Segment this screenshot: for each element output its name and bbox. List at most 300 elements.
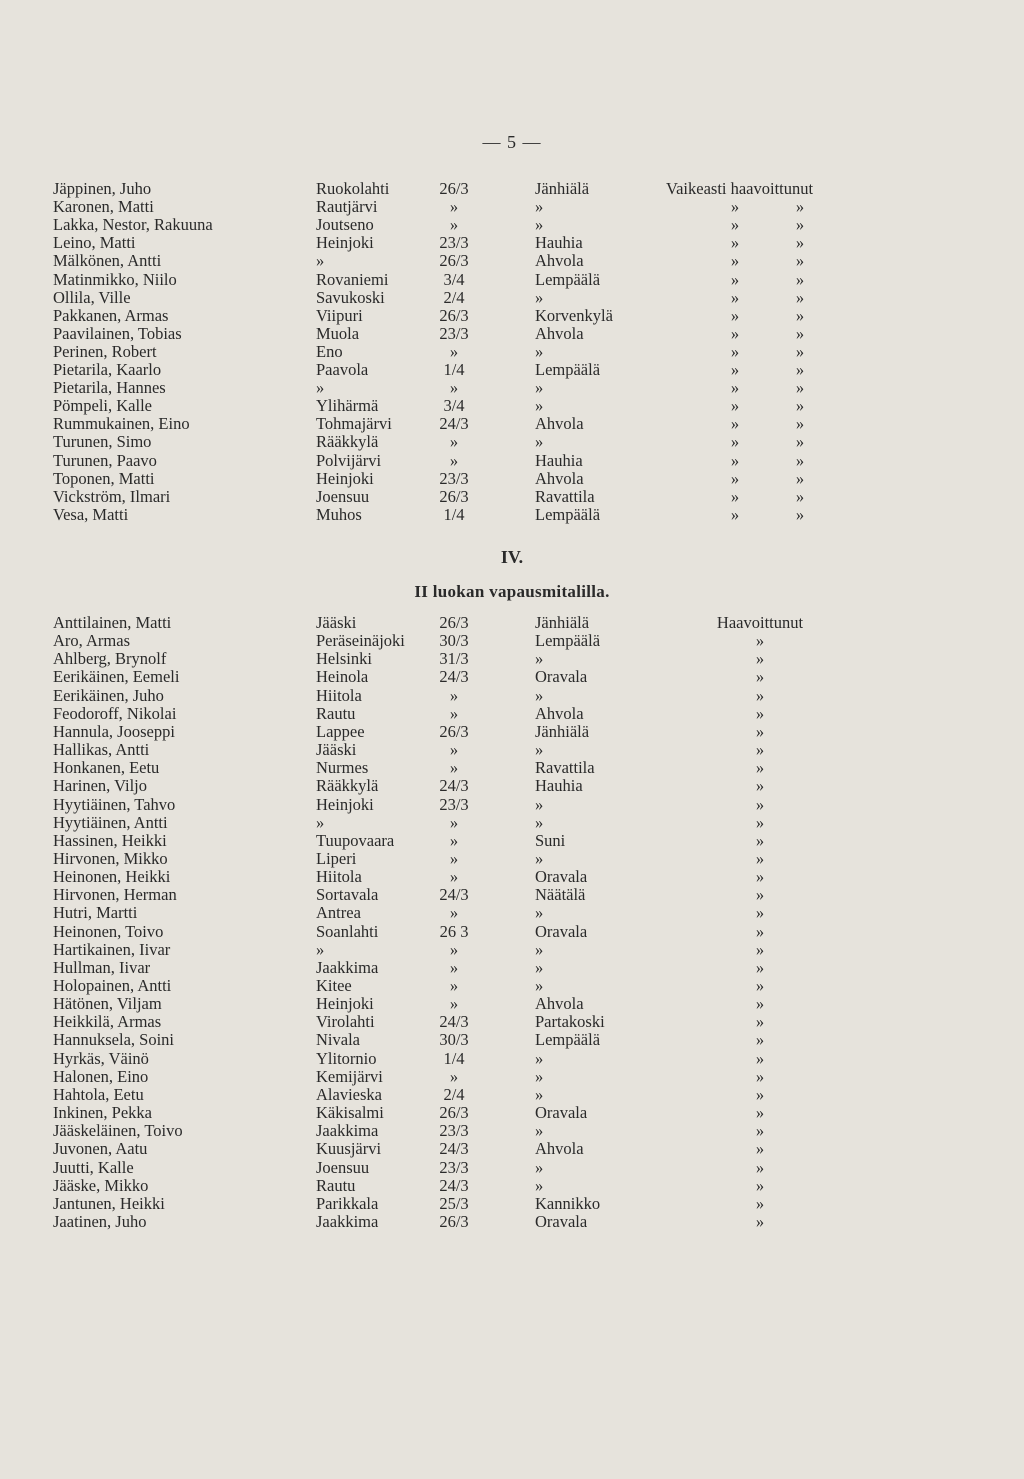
- person-name: Inkinen, Pekka: [53, 1103, 152, 1123]
- table-row: [0, 759, 1024, 777]
- person-name: Turunen, Paavo: [53, 450, 157, 470]
- status-ditto: »: [730, 432, 740, 452]
- home-place: Jaakkima: [316, 957, 379, 977]
- status-ditto: »: [730, 215, 740, 235]
- date: »: [449, 867, 459, 887]
- date: 23/3: [439, 468, 469, 488]
- date: »: [449, 1066, 459, 1086]
- person-name: Heinonen, Heikki: [53, 867, 171, 887]
- battle-location: »: [535, 903, 544, 923]
- person-name: Harinen, Viljo: [53, 776, 148, 796]
- status-ditto: »: [730, 360, 740, 379]
- home-place: Ylitornio: [316, 1048, 377, 1068]
- date: »: [449, 812, 459, 832]
- status-ditto: »: [795, 378, 805, 398]
- date: 26/3: [439, 1211, 469, 1231]
- home-place: Jaakkima: [316, 1121, 379, 1141]
- person-name: Ollila, Ville: [53, 287, 131, 307]
- home-place: Ylihärmä: [316, 396, 379, 416]
- home-place: Helsinki: [316, 649, 372, 669]
- table-row: [0, 289, 1024, 307]
- home-place: Heinjoki: [316, 994, 374, 1014]
- table-row: [0, 1122, 1024, 1140]
- table-row: [0, 198, 1024, 216]
- date: 24/3: [439, 414, 469, 434]
- table-row: [0, 868, 1024, 886]
- battle-location: Oravala: [535, 667, 588, 687]
- home-place: Liperi: [316, 848, 357, 868]
- battle-location: »: [535, 396, 544, 416]
- date: »: [449, 432, 459, 452]
- date: 30/3: [439, 1030, 469, 1050]
- status-ditto: »: [755, 1030, 765, 1050]
- table-row: [0, 361, 1024, 379]
- battle-location: »: [535, 848, 544, 868]
- table-row: [0, 904, 1024, 922]
- status-ditto: »: [755, 1157, 765, 1177]
- person-name: Vickström, Ilmari: [53, 486, 171, 506]
- table-row: [0, 886, 1024, 904]
- home-place: Tuupovaara: [316, 830, 395, 850]
- battle-location: »: [535, 1121, 544, 1141]
- page-number: — 5 —: [482, 132, 542, 152]
- date: »: [449, 685, 459, 705]
- home-place: Jääski: [316, 613, 357, 632]
- person-name: Toponen, Matti: [53, 468, 155, 488]
- status-header: Haavoittunut: [716, 613, 804, 632]
- battle-location: Ahvola: [535, 468, 584, 488]
- section-roman-numeral: IV.: [500, 547, 524, 567]
- battle-location: Ahvola: [535, 1139, 584, 1159]
- date: 1/4: [443, 1048, 465, 1068]
- battle-location: »: [535, 1175, 544, 1195]
- person-name: Perinen, Robert: [53, 341, 157, 361]
- person-name: Matinmikko, Niilo: [53, 269, 177, 289]
- date: »: [449, 197, 459, 217]
- status-ditto: »: [795, 341, 805, 361]
- date: 23/3: [439, 794, 469, 814]
- date: 23/3: [439, 323, 469, 343]
- table-row: [0, 488, 1024, 506]
- table-row: [0, 216, 1024, 234]
- date: »: [449, 740, 459, 760]
- table-row: [0, 814, 1024, 832]
- date: 26/3: [439, 251, 469, 271]
- status-ditto: »: [795, 233, 805, 253]
- status-ditto: »: [755, 776, 765, 796]
- person-name: Hallikas, Antti: [53, 740, 150, 760]
- table-row: [0, 1013, 1024, 1031]
- status-ditto: »: [755, 830, 765, 850]
- table-row: [0, 614, 1024, 632]
- status-ditto: »: [730, 486, 740, 506]
- battle-location: Oravala: [535, 1211, 588, 1231]
- home-place: Muhos: [316, 504, 362, 524]
- home-place: Rautjärvi: [316, 197, 378, 217]
- status-ditto: »: [755, 631, 765, 651]
- status-ditto: »: [755, 1193, 765, 1213]
- status-ditto: »: [755, 1103, 765, 1123]
- home-place: Parikkala: [316, 1193, 379, 1213]
- status-header: Vaikeasti haavoittunut: [666, 179, 814, 198]
- table-row: [0, 941, 1024, 959]
- status-ditto: »: [755, 921, 765, 941]
- status-ditto: »: [755, 957, 765, 977]
- table-row: [0, 415, 1024, 433]
- status-ditto: »: [730, 269, 740, 289]
- date: »: [449, 848, 459, 868]
- date: 23/3: [439, 1121, 469, 1141]
- person-name: Turunen, Simo: [53, 432, 152, 452]
- status-ditto: »: [755, 794, 765, 814]
- table-row: [0, 995, 1024, 1013]
- status-ditto: »: [755, 867, 765, 887]
- battle-location: Oravala: [535, 1103, 588, 1123]
- person-name: Ahlberg, Brynolf: [53, 649, 167, 669]
- person-name: Anttilainen, Matti: [53, 613, 172, 632]
- table-row: [0, 668, 1024, 686]
- battle-location: »: [535, 287, 544, 307]
- battle-location: Jänhiälä: [535, 179, 590, 198]
- person-name: Hahtola, Eetu: [53, 1084, 144, 1104]
- date: »: [449, 703, 459, 723]
- status-ditto: »: [795, 197, 805, 217]
- person-name: Hannuksela, Soini: [53, 1030, 174, 1050]
- person-name: Paavilainen, Tobias: [53, 323, 182, 343]
- date: 24/3: [439, 667, 469, 687]
- status-ditto: »: [755, 812, 765, 832]
- table-row: [0, 379, 1024, 397]
- status-ditto: »: [755, 848, 765, 868]
- status-ditto: »: [730, 341, 740, 361]
- status-ditto: »: [755, 685, 765, 705]
- date: 26/3: [439, 721, 469, 741]
- battle-location: »: [535, 432, 544, 452]
- date: 26/3: [439, 1103, 469, 1123]
- battle-location: »: [535, 649, 544, 669]
- battle-location: Korvenkylä: [535, 305, 613, 325]
- date: 26/3: [439, 305, 469, 325]
- table-row: [0, 343, 1024, 361]
- battle-location: Suni: [535, 830, 566, 850]
- status-ditto: »: [795, 360, 805, 379]
- battle-location: Jänhiälä: [535, 721, 590, 741]
- date: »: [449, 976, 459, 995]
- status-ditto: »: [795, 251, 805, 271]
- battle-location: »: [535, 215, 544, 235]
- home-place: Heinjoki: [316, 468, 374, 488]
- person-name: Jäppinen, Juho: [53, 179, 152, 198]
- table-row: [0, 1140, 1024, 1158]
- date: 26/3: [439, 613, 469, 632]
- date: 26/3: [439, 486, 469, 506]
- status-ditto: »: [795, 504, 805, 524]
- status-ditto: »: [755, 649, 765, 669]
- home-place: Joutseno: [316, 215, 374, 235]
- person-name: Karonen, Matti: [53, 197, 154, 217]
- status-ditto: »: [755, 703, 765, 723]
- date: »: [449, 903, 459, 923]
- status-ditto: »: [755, 1211, 765, 1231]
- home-place: Rautu: [316, 1175, 356, 1195]
- date: »: [449, 994, 459, 1014]
- person-name: Juutti, Kalle: [53, 1157, 134, 1177]
- table-row: [0, 741, 1024, 759]
- home-place: Rääkkylä: [316, 776, 379, 796]
- battle-location: »: [535, 341, 544, 361]
- table-row: [0, 959, 1024, 977]
- date: »: [449, 830, 459, 850]
- status-ditto: »: [795, 323, 805, 343]
- battle-location: Lempäälä: [535, 269, 601, 289]
- status-ditto: »: [730, 305, 740, 325]
- home-place: Rautu: [316, 703, 356, 723]
- status-ditto: »: [795, 414, 805, 434]
- battle-location: Lempäälä: [535, 360, 601, 379]
- battle-location: Ahvola: [535, 251, 584, 271]
- home-place: Peräseinäjoki: [316, 631, 405, 651]
- table-row: [0, 832, 1024, 850]
- table-row: [0, 1213, 1024, 1231]
- status-ditto: »: [730, 414, 740, 434]
- battle-location: Jänhiälä: [535, 613, 590, 632]
- home-place: Kuusjärvi: [316, 1139, 382, 1159]
- table-row: [0, 307, 1024, 325]
- battle-location: Lempäälä: [535, 1030, 601, 1050]
- status-ditto: »: [730, 251, 740, 271]
- date: 2/4: [443, 287, 465, 307]
- date: 23/3: [439, 1157, 469, 1177]
- person-name: Hätönen, Viljam: [53, 994, 162, 1014]
- person-name: Hirvonen, Mikko: [53, 848, 168, 868]
- date: 1/4: [443, 504, 465, 524]
- table-row: [0, 506, 1024, 524]
- status-ditto: »: [755, 1066, 765, 1086]
- date: 30/3: [439, 631, 469, 651]
- date: 26/3: [439, 179, 469, 198]
- home-place: Nurmes: [316, 758, 369, 778]
- table-row: [0, 325, 1024, 343]
- battle-location: Ahvola: [535, 323, 584, 343]
- battle-location: »: [535, 1048, 544, 1068]
- person-name: Pietarila, Kaarlo: [53, 360, 162, 379]
- table-row: [0, 1177, 1024, 1195]
- table-row: [0, 1050, 1024, 1068]
- date: 1/4: [443, 360, 465, 379]
- status-ditto: »: [730, 378, 740, 398]
- date: 23/3: [439, 233, 469, 253]
- person-name: Hassinen, Heikki: [53, 830, 167, 850]
- person-name: Eerikäinen, Juho: [53, 685, 164, 705]
- home-place: Eno: [316, 341, 343, 361]
- battle-location: Kannikko: [535, 1193, 601, 1213]
- date: 24/3: [439, 885, 469, 905]
- battle-location: »: [535, 197, 544, 217]
- status-ditto: »: [795, 468, 805, 488]
- date: »: [449, 341, 459, 361]
- person-name: Leino, Matti: [53, 233, 136, 253]
- date: 31/3: [439, 649, 469, 669]
- status-ditto: »: [755, 994, 765, 1014]
- home-place: Käkisalmi: [316, 1103, 384, 1123]
- table-row: [0, 1086, 1024, 1104]
- battle-location: »: [535, 794, 544, 814]
- status-ditto: »: [755, 1048, 765, 1068]
- person-name: Hullman, Iivar: [53, 957, 151, 977]
- home-place: Heinola: [316, 667, 369, 687]
- home-place: Antrea: [316, 903, 361, 923]
- status-ditto: »: [795, 486, 805, 506]
- person-name: Pakkanen, Armas: [53, 305, 169, 325]
- person-name: Hyytiäinen, Antti: [53, 812, 168, 832]
- date: »: [449, 215, 459, 235]
- date: 25/3: [439, 1193, 469, 1213]
- status-ditto: »: [730, 287, 740, 307]
- battle-location: »: [535, 812, 544, 832]
- table-row: [0, 650, 1024, 668]
- home-place: Nivala: [316, 1030, 360, 1050]
- battle-location: »: [535, 378, 544, 398]
- status-ditto: »: [755, 1139, 765, 1159]
- status-ditto: »: [755, 1121, 765, 1141]
- home-place: »: [316, 812, 325, 832]
- person-name: Mälkönen, Antti: [53, 251, 162, 271]
- home-place: Joensuu: [316, 486, 370, 506]
- home-place: Savukoski: [316, 287, 385, 307]
- home-place: Lappee: [316, 721, 365, 741]
- person-name: Hyrkäs, Väinö: [53, 1048, 149, 1068]
- battle-location: Ahvola: [535, 994, 584, 1014]
- date: »: [449, 758, 459, 778]
- person-name: Jantunen, Heikki: [53, 1193, 165, 1213]
- status-ditto: »: [730, 468, 740, 488]
- table-row: [0, 1195, 1024, 1213]
- table-row: [0, 923, 1024, 941]
- person-name: Halonen, Eino: [53, 1066, 149, 1086]
- home-place: Virolahti: [316, 1012, 375, 1032]
- person-name: Vesa, Matti: [53, 504, 129, 524]
- battle-location: Ahvola: [535, 414, 584, 434]
- status-ditto: »: [795, 450, 805, 470]
- battle-location: »: [535, 939, 544, 959]
- status-ditto: »: [755, 1012, 765, 1032]
- table-row: [0, 850, 1024, 868]
- date: »: [449, 957, 459, 977]
- home-place: Rovaniemi: [316, 269, 389, 289]
- person-name: Lakka, Nestor, Rakuuna: [53, 215, 213, 235]
- battle-location: Ahvola: [535, 703, 584, 723]
- home-place: Ruokolahti: [316, 179, 390, 198]
- home-place: Sortavala: [316, 885, 379, 905]
- status-ditto: »: [755, 740, 765, 760]
- table-row: [0, 1031, 1024, 1049]
- battle-location: Näätälä: [535, 885, 586, 905]
- battle-location: Oravala: [535, 921, 588, 941]
- person-name: Heinonen, Toivo: [53, 921, 164, 941]
- person-name: Aro, Armas: [53, 631, 130, 651]
- table-row: [0, 252, 1024, 270]
- table-row: [0, 632, 1024, 650]
- status-ditto: »: [795, 269, 805, 289]
- date: 24/3: [439, 1139, 469, 1159]
- person-name: Jääske, Mikko: [53, 1175, 149, 1195]
- person-name: Hirvonen, Herman: [53, 885, 177, 905]
- status-ditto: »: [755, 903, 765, 923]
- person-name: Eerikäinen, Eemeli: [53, 667, 180, 687]
- person-name: Hannula, Jooseppi: [53, 721, 175, 741]
- battle-location: Ravattila: [535, 758, 595, 778]
- status-ditto: »: [755, 667, 765, 687]
- home-place: Polvijärvi: [316, 450, 382, 470]
- home-place: Joensuu: [316, 1157, 370, 1177]
- home-place: Heinjoki: [316, 233, 374, 253]
- table-row: [0, 1068, 1024, 1086]
- status-ditto: »: [795, 305, 805, 325]
- battle-location: »: [535, 1157, 544, 1177]
- battle-location: »: [535, 1066, 544, 1086]
- date: 24/3: [439, 1175, 469, 1195]
- status-ditto: »: [730, 450, 740, 470]
- home-place: Tohmajärvi: [316, 414, 392, 434]
- person-name: Jääskeläinen, Toivo: [53, 1121, 183, 1141]
- home-place: Jaakkima: [316, 1211, 379, 1231]
- date: »: [449, 450, 459, 470]
- date: 2/4: [443, 1084, 465, 1104]
- table-row: [0, 1159, 1024, 1177]
- battle-location: Lempäälä: [535, 631, 601, 651]
- battle-location: »: [535, 1084, 544, 1104]
- status-ditto: »: [755, 758, 765, 778]
- person-name: Jaatinen, Juho: [53, 1211, 147, 1231]
- table-row: [0, 180, 1024, 198]
- table-row: [0, 397, 1024, 415]
- battle-location: Hauhia: [535, 450, 583, 470]
- person-name: Pietarila, Hannes: [53, 378, 166, 398]
- status-ditto: »: [755, 1175, 765, 1195]
- person-name: Hyytiäinen, Tahvo: [53, 794, 176, 814]
- section-title: II luokan vapausmitalilla.: [414, 582, 610, 601]
- battle-location: Ravattila: [535, 486, 595, 506]
- home-place: Hiitola: [316, 685, 362, 705]
- battle-location: Hauhia: [535, 233, 583, 253]
- status-ditto: »: [795, 396, 805, 416]
- table-row: [0, 687, 1024, 705]
- date: 24/3: [439, 776, 469, 796]
- person-name: Rummukainen, Eino: [53, 414, 190, 434]
- status-ditto: »: [730, 323, 740, 343]
- person-name: Pömpeli, Kalle: [53, 396, 152, 416]
- home-place: Jääski: [316, 740, 357, 760]
- person-name: Feodoroff, Nikolai: [53, 703, 177, 723]
- table-row: [0, 977, 1024, 995]
- battle-location: Lempäälä: [535, 504, 601, 524]
- table-row: [0, 796, 1024, 814]
- home-place: »: [316, 378, 325, 398]
- table-row: [0, 1104, 1024, 1122]
- status-ditto: »: [730, 233, 740, 253]
- home-place: Kemijärvi: [316, 1066, 383, 1086]
- date: 24/3: [439, 1012, 469, 1032]
- date: »: [449, 378, 459, 398]
- table-row: [0, 723, 1024, 741]
- table-row: [0, 470, 1024, 488]
- table-row: [0, 271, 1024, 289]
- home-place: Heinjoki: [316, 794, 374, 814]
- person-name: Heikkilä, Armas: [53, 1012, 162, 1032]
- battle-location: Partakoski: [535, 1012, 605, 1032]
- date: »: [449, 939, 459, 959]
- person-name: Honkanen, Eetu: [53, 758, 160, 778]
